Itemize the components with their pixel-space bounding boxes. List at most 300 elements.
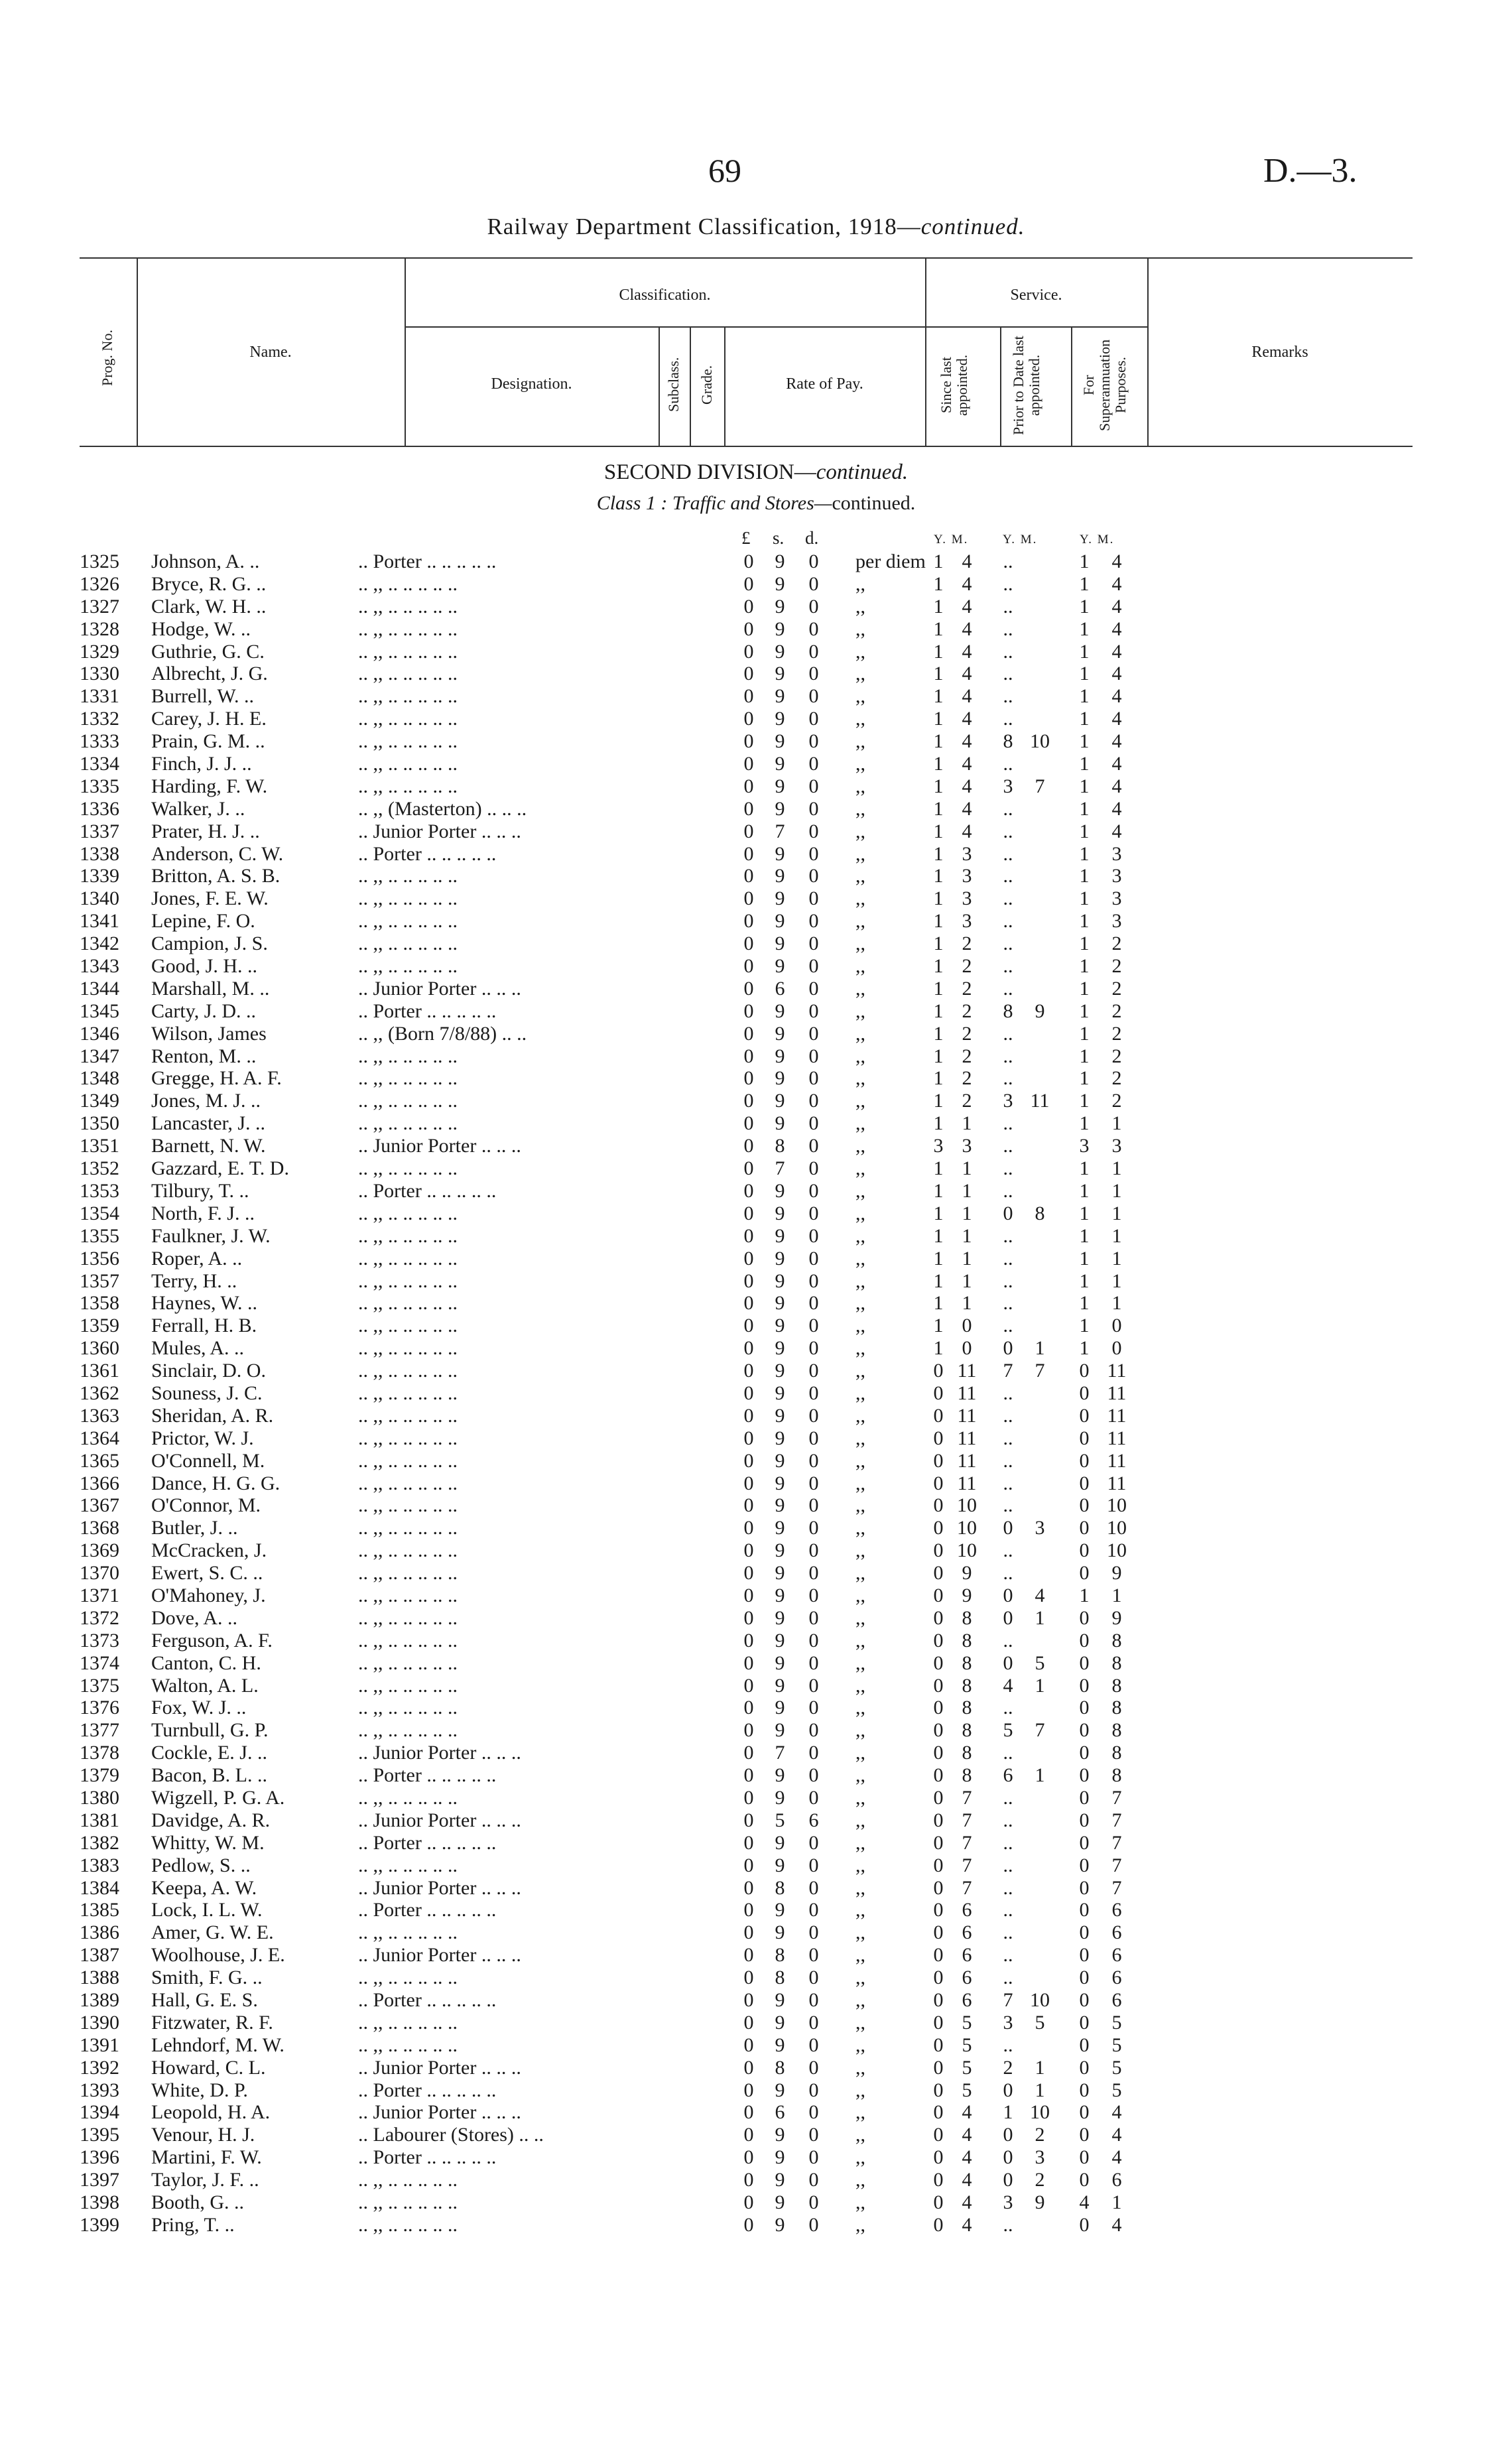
since-years: 0 <box>933 1944 944 1967</box>
prior-years: .. <box>1003 1315 1013 1337</box>
prog-number: 1328 <box>80 617 119 640</box>
pay-pounds: 0 <box>743 617 754 640</box>
since-years: 0 <box>933 1651 944 1674</box>
table-row <box>0 1202 1512 1225</box>
super-years: 1 <box>1079 1090 1090 1112</box>
super-months: 8 <box>1111 1764 1122 1787</box>
pay-pence: 0 <box>808 1067 819 1090</box>
since-years: 0 <box>933 2011 944 2034</box>
employee-name: Walton, A. L. <box>151 1674 259 1697</box>
prior-years: .. <box>1003 933 1013 955</box>
employee-name: O'Connell, M. <box>151 1449 265 1472</box>
employee-name: Howard, C. L. <box>151 2056 266 2079</box>
pay-pence: 0 <box>808 1269 819 1292</box>
employee-name: Britton, A. S. B. <box>151 865 281 887</box>
employee-name: Cockle, E. J. .. <box>151 1742 267 1764</box>
pay-period: ,, <box>855 1921 865 1944</box>
employee-name: Carty, J. D. .. <box>151 1000 257 1022</box>
employee-name: Wilson, James <box>151 1022 267 1045</box>
prior-years: .. <box>1003 595 1013 617</box>
pay-pounds: 0 <box>743 1651 754 1674</box>
pay-period: ,, <box>855 2191 865 2214</box>
since-years: 0 <box>933 1876 944 1899</box>
pay-shillings: 9 <box>775 775 785 797</box>
pay-shillings: 9 <box>775 663 785 685</box>
super-years: 0 <box>1079 1360 1090 1382</box>
since-years: 1 <box>933 572 944 595</box>
pay-period: ,, <box>855 1831 865 1854</box>
super-years: 0 <box>1079 2101 1090 2124</box>
prog-number: 1396 <box>80 2146 119 2169</box>
unit-years-months-since: Y. M. <box>934 533 969 547</box>
table-row <box>0 865 1512 887</box>
super-years: 0 <box>1079 2124 1090 2146</box>
since-months: 8 <box>962 1697 972 1719</box>
since-years: 0 <box>933 1427 944 1449</box>
prior-months: 3 <box>1035 2146 1045 2169</box>
super-years: 0 <box>1079 1404 1090 1427</box>
prior-years: 3 <box>1003 775 1013 797</box>
pay-shillings: 7 <box>775 820 785 842</box>
table-row <box>0 2169 1512 2191</box>
designation: .. Porter .. .. .. .. .. <box>358 1899 497 1921</box>
pay-period: ,, <box>855 1539 865 1562</box>
pay-shillings: 9 <box>775 1292 785 1315</box>
employee-name: Prater, H. J. .. <box>151 820 260 842</box>
super-years: 1 <box>1079 1022 1090 1045</box>
pay-pence: 0 <box>808 1427 819 1449</box>
table-row <box>0 1944 1512 1967</box>
super-months: 5 <box>1111 2034 1122 2056</box>
table-row <box>0 933 1512 955</box>
table-row <box>0 1180 1512 1202</box>
super-months: 4 <box>1111 640 1122 663</box>
prog-number: 1335 <box>80 775 119 797</box>
prior-years: .. <box>1003 1472 1013 1494</box>
pay-pence: 0 <box>808 1921 819 1944</box>
since-months: 2 <box>962 955 972 978</box>
prog-number: 1375 <box>80 1674 119 1697</box>
pay-period: ,, <box>855 685 865 708</box>
since-years: 0 <box>933 2124 944 2146</box>
prog-number: 1354 <box>80 1202 119 1224</box>
since-years: 1 <box>933 708 944 730</box>
table-row <box>0 1787 1512 1809</box>
pay-pounds: 0 <box>743 1269 754 1292</box>
pay-pounds: 0 <box>743 887 754 910</box>
prior-years: .. <box>1003 1539 1013 1562</box>
since-months: 9 <box>962 1562 972 1585</box>
prog-number: 1379 <box>80 1764 119 1787</box>
designation: .. ,, .. .. .. .. .. <box>358 1921 458 1944</box>
designation: .. ,, .. .. .. .. .. <box>358 933 458 955</box>
prog-number: 1362 <box>80 1382 119 1404</box>
header-designation: Designation. <box>491 375 572 393</box>
super-years: 0 <box>1079 2146 1090 2169</box>
prior-years: .. <box>1003 955 1013 978</box>
pay-pence: 0 <box>808 685 819 708</box>
super-months: 1 <box>1111 2191 1122 2214</box>
pay-pounds: 0 <box>743 2011 754 2034</box>
col-divider <box>690 326 691 446</box>
pay-pounds: 0 <box>743 1517 754 1539</box>
pay-pounds: 0 <box>743 1697 754 1719</box>
designation: .. ,, .. .. .. .. .. <box>358 2213 458 2236</box>
col-divider <box>1000 326 1001 446</box>
designation: .. ,, .. .. .. .. .. <box>358 2191 458 2214</box>
prior-years: 2 <box>1003 2056 1013 2079</box>
pay-pence: 0 <box>808 2124 819 2146</box>
pay-period: ,, <box>855 595 865 617</box>
pay-shillings: 6 <box>775 977 785 1000</box>
pay-period: ,, <box>855 1135 865 1157</box>
pay-shillings: 9 <box>775 1224 785 1247</box>
employee-name: Faulkner, J. W. <box>151 1224 271 1247</box>
pay-pounds: 0 <box>743 640 754 663</box>
prior-years: .. <box>1003 887 1013 910</box>
table-row <box>0 775 1512 798</box>
pay-period: ,, <box>855 2124 865 2146</box>
prior-years: 6 <box>1003 1764 1013 1787</box>
table-row <box>0 1067 1512 1090</box>
pay-pounds: 0 <box>743 2056 754 2079</box>
prog-number: 1325 <box>80 550 119 572</box>
super-years: 0 <box>1079 1562 1090 1585</box>
pay-pence: 0 <box>808 1629 819 1651</box>
super-months: 8 <box>1111 1629 1122 1651</box>
table-row <box>0 1921 1512 1944</box>
super-months: 7 <box>1111 1831 1122 1854</box>
pay-pence: 0 <box>808 977 819 1000</box>
super-months: 2 <box>1111 1022 1122 1045</box>
prior-years: .. <box>1003 2034 1013 2056</box>
pay-pounds: 0 <box>743 2079 754 2101</box>
prog-number: 1394 <box>80 2101 119 2124</box>
since-months: 7 <box>962 1831 972 1854</box>
since-years: 1 <box>933 1179 944 1202</box>
classification-table-body <box>0 550 1512 2236</box>
pay-period: ,, <box>855 1000 865 1022</box>
super-years: 3 <box>1079 1135 1090 1157</box>
super-months: 8 <box>1111 1719 1122 1742</box>
pay-pounds: 0 <box>743 1494 754 1517</box>
since-months: 4 <box>962 572 972 595</box>
prior-years: 8 <box>1003 1000 1013 1022</box>
employee-name: Souness, J. C. <box>151 1382 263 1404</box>
prior-years: 4 <box>1003 1674 1013 1697</box>
super-months: 3 <box>1111 865 1122 887</box>
header-since-last-appointed: Since last appointed. <box>938 354 970 417</box>
pay-period: ,, <box>855 977 865 1000</box>
super-months: 4 <box>1111 572 1122 595</box>
super-years: 0 <box>1079 1944 1090 1967</box>
pay-pounds: 0 <box>743 1247 754 1269</box>
pay-shillings: 8 <box>775 1967 785 1989</box>
pay-pence: 0 <box>808 1786 819 1809</box>
prog-number: 1363 <box>80 1404 119 1427</box>
super-years: 0 <box>1079 1809 1090 1831</box>
pay-period: ,, <box>855 1112 865 1135</box>
designation: .. Labourer (Stores) .. .. <box>358 2124 544 2146</box>
since-years: 1 <box>933 640 944 663</box>
pay-period: ,, <box>855 1854 865 1876</box>
employee-name: Burrell, W. .. <box>151 685 254 708</box>
prior-years: 0 <box>1003 1651 1013 1674</box>
since-years: 1 <box>933 865 944 887</box>
pay-period: ,, <box>855 1764 865 1787</box>
table-row <box>0 1248 1512 1270</box>
header-rate-of-pay: Rate of Pay. <box>786 375 863 393</box>
designation: .. ,, .. .. .. .. .. <box>358 2011 458 2034</box>
header-service: Service. <box>1010 287 1062 304</box>
employee-name: Marshall, M. .. <box>151 977 270 1000</box>
pay-pence: 0 <box>808 1045 819 1067</box>
since-months: 6 <box>962 1989 972 2011</box>
super-years: 1 <box>1079 1224 1090 1247</box>
prog-number: 1367 <box>80 1494 119 1517</box>
prog-number: 1358 <box>80 1292 119 1315</box>
pay-pence: 0 <box>808 572 819 595</box>
prog-number: 1356 <box>80 1247 119 1269</box>
employee-name: Keepa, A. W. <box>151 1876 257 1899</box>
pay-shillings: 9 <box>775 1382 785 1404</box>
pay-shillings: 8 <box>775 1944 785 1967</box>
prog-number: 1338 <box>80 842 119 865</box>
prior-years: .. <box>1003 1292 1013 1315</box>
pay-pounds: 0 <box>743 1045 754 1067</box>
since-months: 2 <box>962 933 972 955</box>
since-months: 3 <box>962 910 972 933</box>
prog-number: 1361 <box>80 1360 119 1382</box>
super-months: 1 <box>1111 1179 1122 1202</box>
table-row <box>0 2034 1512 2057</box>
super-years: 1 <box>1079 640 1090 663</box>
employee-name: Davidge, A. R. <box>151 1809 271 1831</box>
since-years: 0 <box>933 1854 944 1876</box>
since-months: 0 <box>962 1337 972 1360</box>
prog-number: 1378 <box>80 1742 119 1764</box>
pay-period: ,, <box>855 1876 865 1899</box>
pay-pence: 0 <box>808 2011 819 2034</box>
prog-number: 1381 <box>80 1809 119 1831</box>
designation: .. ,, .. .. .. .. .. <box>358 730 458 753</box>
pay-shillings: 9 <box>775 1202 785 1224</box>
pay-period: ,, <box>855 2169 865 2191</box>
pay-shillings: 9 <box>775 2079 785 2101</box>
table-row <box>0 1832 1512 1854</box>
prior-years: .. <box>1003 753 1013 775</box>
employee-name: Venour, H. J. <box>151 2124 255 2146</box>
prior-years: .. <box>1003 797 1013 820</box>
pay-pounds: 0 <box>743 595 754 617</box>
prior-years: .. <box>1003 572 1013 595</box>
table-row <box>0 1270 1512 1293</box>
header-mid-rule <box>405 326 1147 328</box>
pay-shillings: 9 <box>775 1315 785 1337</box>
super-years: 1 <box>1079 1584 1090 1606</box>
since-months: 8 <box>962 1742 972 1764</box>
pay-shillings: 9 <box>775 2213 785 2236</box>
pay-pounds: 0 <box>743 1606 754 1629</box>
super-years: 1 <box>1079 1315 1090 1337</box>
header-prog-no: Prog. No. <box>99 330 115 387</box>
pay-pence: 0 <box>808 910 819 933</box>
pay-pence: 0 <box>808 1179 819 1202</box>
employee-name: Bryce, R. G. .. <box>151 572 267 595</box>
prior-years: 0 <box>1003 1584 1013 1606</box>
prog-number: 1326 <box>80 572 119 595</box>
pay-shillings: 9 <box>775 1584 785 1606</box>
pay-pounds: 0 <box>743 1539 754 1562</box>
pay-shillings: 9 <box>775 2191 785 2214</box>
super-years: 1 <box>1079 1000 1090 1022</box>
designation: .. ,, (Masterton) .. .. .. <box>358 797 527 820</box>
super-years: 0 <box>1079 1764 1090 1787</box>
table-row <box>0 1809 1512 1832</box>
prior-years: .. <box>1003 1022 1013 1045</box>
since-months: 7 <box>962 1876 972 1899</box>
table-row <box>0 1112 1512 1135</box>
super-months: 8 <box>1111 1742 1122 1764</box>
prior-years: .. <box>1003 1742 1013 1764</box>
designation: .. ,, .. .. .. .. .. <box>358 1067 458 1090</box>
prog-number: 1365 <box>80 1449 119 1472</box>
super-years: 0 <box>1079 1786 1090 1809</box>
pay-shillings: 9 <box>775 1719 785 1742</box>
col-divider <box>1071 326 1072 446</box>
super-months: 4 <box>1111 550 1122 572</box>
prior-months: 1 <box>1035 1674 1045 1697</box>
pay-period: ,, <box>855 1360 865 1382</box>
since-months: 10 <box>957 1517 977 1539</box>
pay-shillings: 5 <box>775 1809 785 1831</box>
designation: .. ,, .. .. .. .. .. <box>358 1562 458 1585</box>
designation: .. ,, .. .. .. .. .. <box>358 1404 458 1427</box>
page-number: 69 <box>708 152 741 189</box>
prior-years: 7 <box>1003 1989 1013 2011</box>
employee-name: Finch, J. J. .. <box>151 753 252 775</box>
prior-years: 8 <box>1003 730 1013 753</box>
pay-pounds: 0 <box>743 1224 754 1247</box>
prog-number: 1374 <box>80 1651 119 1674</box>
pay-shillings: 9 <box>775 617 785 640</box>
employee-name: Campion, J. S. <box>151 933 268 955</box>
designation: .. ,, .. .. .. .. .. <box>358 663 458 685</box>
prog-number: 1385 <box>80 1899 119 1921</box>
pay-period: ,, <box>855 933 865 955</box>
designation: .. Porter .. .. .. .. .. <box>358 842 497 865</box>
prior-years: .. <box>1003 1449 1013 1472</box>
table-row <box>0 1899 1512 1921</box>
prior-months: 7 <box>1035 1360 1045 1382</box>
super-years: 1 <box>1079 1269 1090 1292</box>
prog-number: 1387 <box>80 1944 119 1967</box>
designation: .. ,, (Born 7/8/88) .. .. <box>358 1022 527 1045</box>
since-months: 2 <box>962 1090 972 1112</box>
header-for-superannuation: For Superannuation Purposes. <box>1080 339 1129 432</box>
header-top-rule <box>80 257 1413 259</box>
since-months: 8 <box>962 1606 972 1629</box>
pay-pence: 0 <box>808 1315 819 1337</box>
since-years: 1 <box>933 842 944 865</box>
prior-years: 0 <box>1003 1517 1013 1539</box>
since-months: 8 <box>962 1719 972 1742</box>
prior-months: 10 <box>1030 2101 1050 2124</box>
super-months: 4 <box>1111 663 1122 685</box>
employee-name: Mules, A. .. <box>151 1337 245 1360</box>
super-years: 1 <box>1079 617 1090 640</box>
designation: .. ,, .. .. .. .. .. <box>358 1651 458 1674</box>
designation: .. Porter .. .. .. .. .. <box>358 2079 497 2101</box>
super-months: 7 <box>1111 1854 1122 1876</box>
employee-name: Terry, H. .. <box>151 1269 237 1292</box>
since-years: 0 <box>933 1494 944 1517</box>
prog-number: 1341 <box>80 910 119 933</box>
pay-pence: 0 <box>808 1022 819 1045</box>
employee-name: North, F. J. .. <box>151 1202 255 1224</box>
pay-shillings: 7 <box>775 1742 785 1764</box>
employee-name: Lancaster, J. .. <box>151 1112 266 1135</box>
header-name: Name. <box>249 344 292 361</box>
super-years: 0 <box>1079 2011 1090 2034</box>
prog-number: 1350 <box>80 1112 119 1135</box>
super-months: 4 <box>1111 797 1122 820</box>
pay-period: ,, <box>855 617 865 640</box>
pay-shillings: 7 <box>775 1157 785 1180</box>
prior-years: 7 <box>1003 1360 1013 1382</box>
super-months: 11 <box>1107 1404 1127 1427</box>
prog-number: 1398 <box>80 2191 119 2214</box>
employee-name: Johnson, A. .. <box>151 550 260 572</box>
pay-shillings: 9 <box>775 2011 785 2034</box>
designation: .. ,, .. .. .. .. .. <box>358 1584 458 1606</box>
since-years: 0 <box>933 1742 944 1764</box>
since-months: 5 <box>962 2056 972 2079</box>
table-row <box>0 2101 1512 2124</box>
pay-shillings: 9 <box>775 2124 785 2146</box>
employee-name: Ferrall, H. B. <box>151 1315 257 1337</box>
employee-name: Booth, G. .. <box>151 2191 245 2214</box>
prog-number: 1388 <box>80 1967 119 1989</box>
super-months: 10 <box>1107 1517 1127 1539</box>
designation: .. Porter .. .. .. .. .. <box>358 1179 497 1202</box>
employee-name: Tilbury, T. .. <box>151 1179 249 1202</box>
since-months: 1 <box>962 1157 972 1180</box>
designation: .. ,, .. .. .. .. .. <box>358 1090 458 1112</box>
since-months: 10 <box>957 1539 977 1562</box>
pay-pence: 0 <box>808 1247 819 1269</box>
super-months: 3 <box>1111 910 1122 933</box>
pay-period: ,, <box>855 1292 865 1315</box>
pay-shillings: 9 <box>775 753 785 775</box>
designation: .. ,, .. .. .. .. .. <box>358 1449 458 1472</box>
since-years: 1 <box>933 820 944 842</box>
pay-shillings: 9 <box>775 572 785 595</box>
since-months: 4 <box>962 730 972 753</box>
pay-shillings: 9 <box>775 685 785 708</box>
pay-pounds: 0 <box>743 775 754 797</box>
since-years: 1 <box>933 910 944 933</box>
super-months: 6 <box>1111 1944 1122 1967</box>
super-months: 6 <box>1111 2169 1122 2191</box>
super-years: 1 <box>1079 842 1090 865</box>
prog-number: 1329 <box>80 640 119 663</box>
pay-pence: 0 <box>808 617 819 640</box>
prog-number: 1337 <box>80 820 119 842</box>
super-months: 2 <box>1111 977 1122 1000</box>
pay-pounds: 0 <box>743 1629 754 1651</box>
pay-period: ,, <box>855 842 865 865</box>
